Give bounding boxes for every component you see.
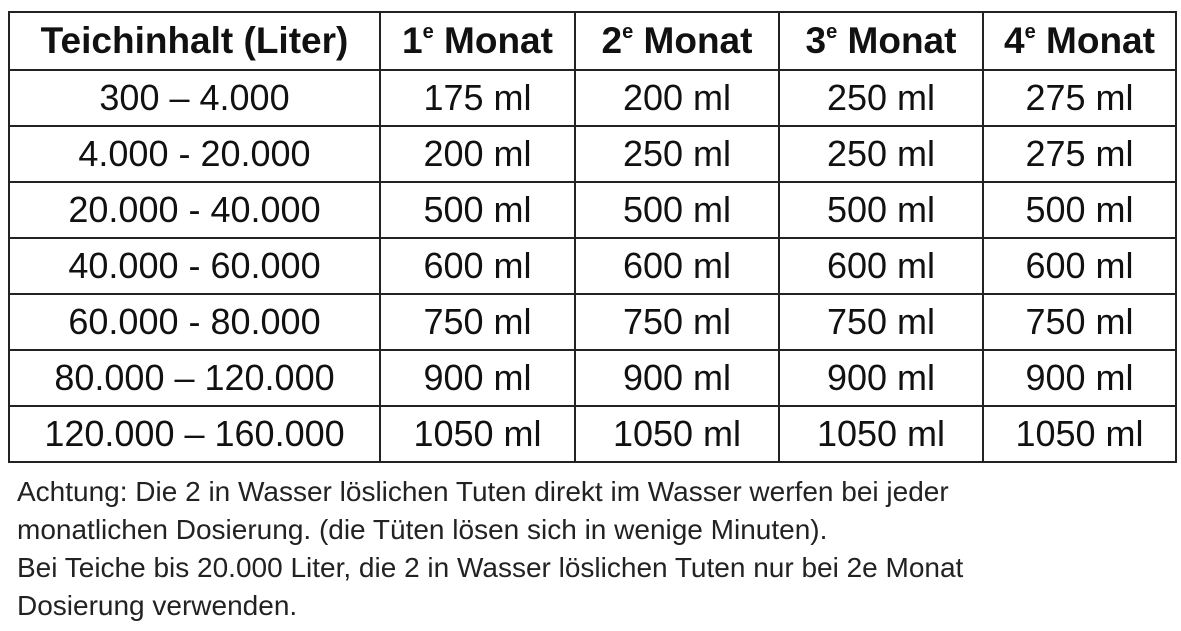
cell-pond-volume: 60.000 - 80.000 bbox=[9, 294, 380, 350]
table-header bbox=[9, 12, 1176, 70]
cell-dosage: 250 ml bbox=[779, 70, 983, 126]
header-pond-volume bbox=[9, 12, 380, 70]
header-ordinal-suffix: e bbox=[422, 21, 434, 43]
cell-dosage: 275 ml bbox=[983, 126, 1176, 182]
cell-dosage: 1050 ml bbox=[779, 406, 983, 462]
cell-pond-volume: 40.000 - 60.000 bbox=[9, 238, 380, 294]
cell-dosage: 750 ml bbox=[575, 294, 779, 350]
note-line-3: Bei Teiche bis 20.000 Liter, die 2 in Wasser löslichen Tuten nur bei 2e Monat bbox=[17, 552, 964, 583]
note-line-4: Dosierung verwenden. bbox=[17, 590, 298, 621]
cell-dosage: 750 ml bbox=[983, 294, 1176, 350]
table-row bbox=[9, 70, 1176, 126]
cell-dosage: 250 ml bbox=[779, 126, 983, 182]
header-label: Monat bbox=[1035, 20, 1155, 61]
table-row bbox=[9, 294, 1176, 350]
header-month-number: 3 bbox=[805, 20, 827, 61]
header-label: Monat bbox=[837, 20, 957, 61]
cell-pond-volume: 4.000 - 20.000 bbox=[9, 126, 380, 182]
header-month-2 bbox=[575, 12, 779, 70]
cell-dosage: 600 ml bbox=[983, 238, 1176, 294]
note-line-1: Achtung: Die 2 in Wasser löslichen Tuten direkt im Wasser werfen bei jeder bbox=[17, 476, 949, 507]
header-label: Monat bbox=[633, 20, 753, 61]
note-line-2: monatlichen Dosierung. (die Tüten lösen sich in wenige Minuten). bbox=[17, 514, 828, 545]
header-ordinal-suffix: e bbox=[1024, 21, 1036, 43]
cell-dosage: 500 ml bbox=[779, 182, 983, 238]
cell-dosage: 750 ml bbox=[779, 294, 983, 350]
cell-dosage: 1050 ml bbox=[380, 406, 575, 462]
cell-dosage: 1050 ml bbox=[983, 406, 1176, 462]
cell-dosage: 600 ml bbox=[575, 238, 779, 294]
cell-dosage: 275 ml bbox=[983, 70, 1176, 126]
cell-dosage: 900 ml bbox=[779, 350, 983, 406]
table-row bbox=[9, 182, 1176, 238]
cell-dosage: 1050 ml bbox=[575, 406, 779, 462]
header-month-number: 4 bbox=[1004, 20, 1025, 61]
header-ordinal-suffix: e bbox=[622, 21, 634, 43]
cell-dosage: 175 ml bbox=[380, 70, 575, 126]
header-label: Teichinhalt (Liter) bbox=[40, 20, 349, 61]
header-month-number: 2 bbox=[601, 20, 623, 61]
header-row bbox=[9, 12, 1176, 70]
cell-dosage: 200 ml bbox=[380, 126, 575, 182]
cell-dosage: 500 ml bbox=[575, 182, 779, 238]
cell-dosage: 900 ml bbox=[983, 350, 1176, 406]
cell-pond-volume: 80.000 – 120.000 bbox=[9, 350, 380, 406]
cell-dosage: 500 ml bbox=[380, 182, 575, 238]
table-body bbox=[9, 70, 1176, 462]
header-month-number: 1 bbox=[402, 20, 423, 61]
header-ordinal-suffix: e bbox=[826, 21, 838, 43]
cell-pond-volume: 120.000 – 160.000 bbox=[9, 406, 380, 462]
cell-dosage: 200 ml bbox=[575, 70, 779, 126]
table-row bbox=[9, 350, 1176, 406]
cell-dosage: 600 ml bbox=[779, 238, 983, 294]
cell-dosage: 900 ml bbox=[575, 350, 779, 406]
header-label: Monat bbox=[433, 20, 553, 61]
table-row bbox=[9, 126, 1176, 182]
cell-dosage: 750 ml bbox=[380, 294, 575, 350]
cell-pond-volume: 20.000 - 40.000 bbox=[9, 182, 380, 238]
header-month-1 bbox=[380, 12, 575, 70]
header-month-4 bbox=[983, 12, 1176, 70]
table-row bbox=[9, 238, 1176, 294]
cell-pond-volume: 300 – 4.000 bbox=[9, 70, 380, 126]
cell-dosage: 600 ml bbox=[380, 238, 575, 294]
dosage-note bbox=[17, 473, 1167, 625]
cell-dosage: 500 ml bbox=[983, 182, 1176, 238]
header-month-3 bbox=[779, 12, 983, 70]
dosage-table bbox=[8, 11, 1177, 463]
cell-dosage: 900 ml bbox=[380, 350, 575, 406]
table-row bbox=[9, 406, 1176, 462]
cell-dosage: 250 ml bbox=[575, 126, 779, 182]
